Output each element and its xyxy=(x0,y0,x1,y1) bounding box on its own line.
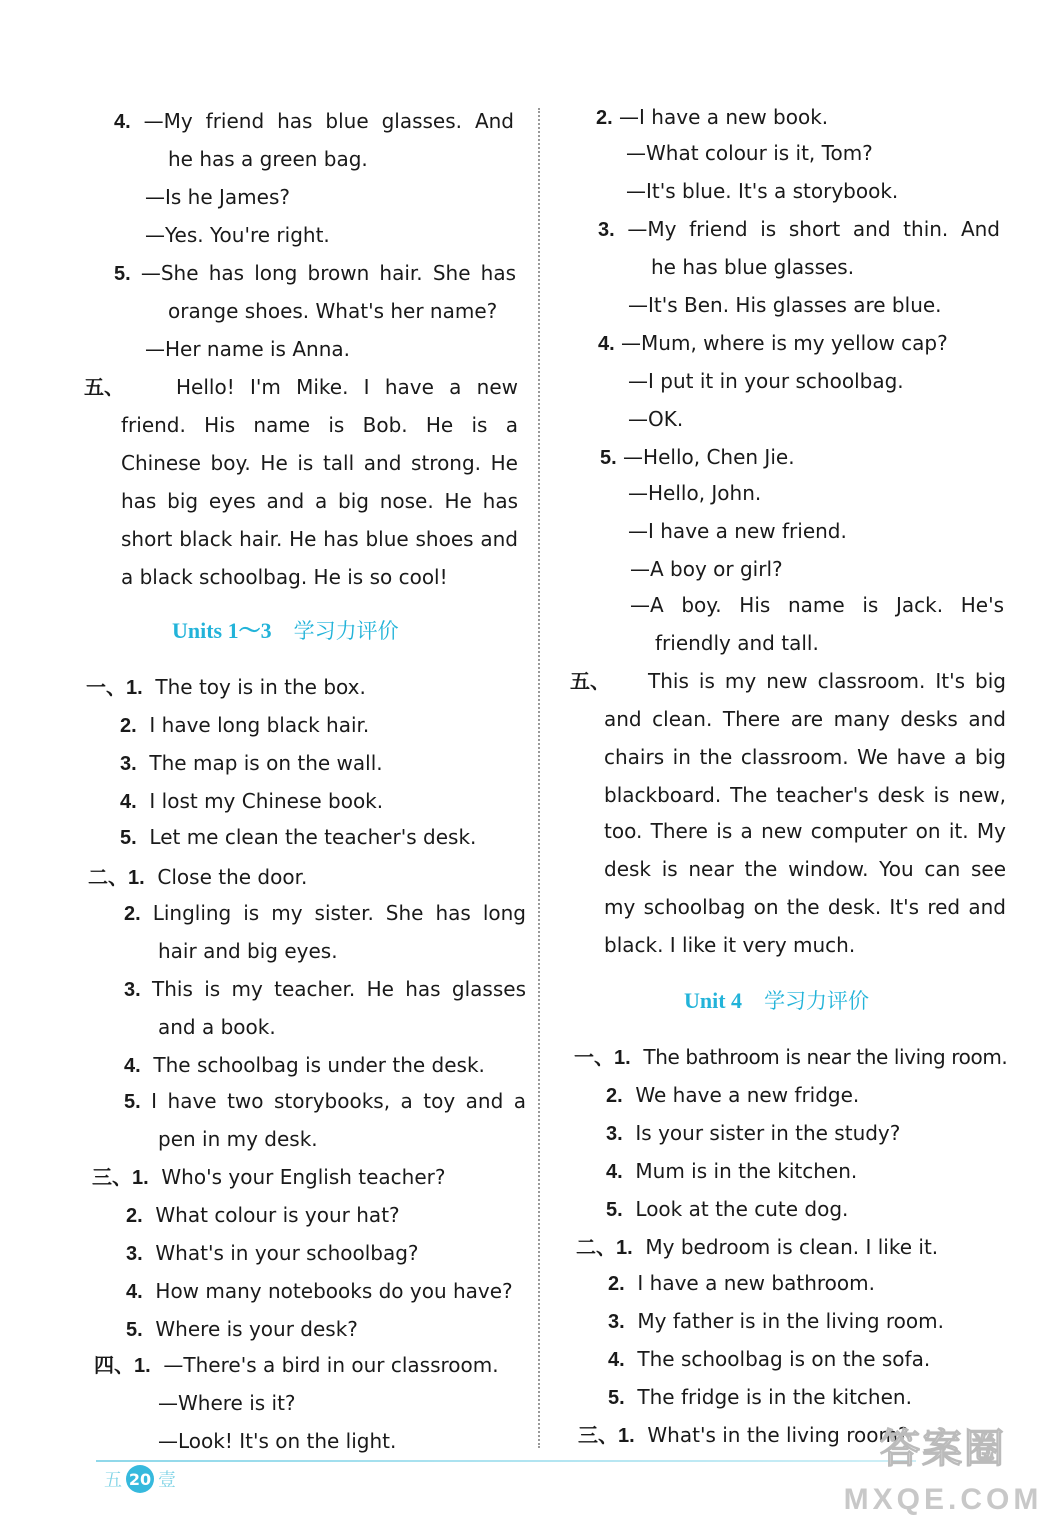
dialogue-line: —Is he James? xyxy=(145,185,290,209)
list-item: 2. I have a new bathroom. xyxy=(608,1271,875,1295)
dialogue-line: —OK. xyxy=(628,407,684,431)
dialogue-line: orange shoes. What's her name? xyxy=(168,299,498,323)
page-number: 20 xyxy=(126,1465,154,1493)
dialogue-line: 4. —My friend has blue glasses. And xyxy=(114,109,514,133)
list-item: 3. My father is in the living room. xyxy=(608,1309,944,1333)
list-item: 二、1. Close the door. xyxy=(88,865,308,889)
passage-line: a black schoolbag. He is so cool! xyxy=(121,565,448,589)
list-item: 5. I have two storybooks, a toy and a xyxy=(124,1089,527,1113)
passage-line: too. There is a new computer on it. My xyxy=(604,819,1006,843)
list-item: 5. Look at the cute dog. xyxy=(606,1197,849,1221)
watermark-logo: 答案圈 MXQE.COM xyxy=(843,1426,1043,1516)
dialogue-line: —A boy or girl? xyxy=(630,557,783,581)
column-divider xyxy=(538,108,540,1448)
section-marker: 五、 xyxy=(84,375,124,399)
passage-line: and clean. There are many desks and xyxy=(604,707,1006,731)
list-item: 一、1. The toy is in the box. xyxy=(86,675,366,699)
passage-line: short black hair. He has blue shoes and xyxy=(121,527,518,551)
dialogue-line: —It's Ben. His glasses are blue. xyxy=(628,293,942,317)
list-item: 2. We have a new fridge. xyxy=(606,1083,860,1107)
dialogue-line: —I put it in your schoolbag. xyxy=(628,369,904,393)
list-item: 二、1. My bedroom is clean. I like it. xyxy=(576,1235,939,1259)
dialogue-line: —Hello, John. xyxy=(628,481,762,505)
passage-line: Hello! I'm Mike. I have a new xyxy=(176,375,518,399)
passage-line: Chinese boy. He is tall and strong. He xyxy=(121,451,518,475)
dialogue-line: 4. —Mum, where is my yellow cap? xyxy=(598,331,948,355)
passage-line: blackboard. The teacher's desk is new, xyxy=(604,783,1006,807)
list-item: 三、1. Who's your English teacher? xyxy=(92,1165,446,1189)
list-item: 5. Let me clean the teacher's desk. xyxy=(120,825,477,849)
dialogue-line: 5. —Hello, Chen Jie. xyxy=(600,445,795,469)
footer-glyph-right: 壹 xyxy=(158,1470,176,1491)
list-item: 3. The map is on the wall. xyxy=(120,751,383,775)
list-item: 5. The fridge is in the kitchen. xyxy=(608,1385,912,1409)
section-heading: Unit 4 学习力评价 xyxy=(684,988,870,1013)
dialogue-line: 5. —She has long brown hair. She has xyxy=(114,261,517,285)
passage-line: desk is near the window. You can see xyxy=(604,857,1006,881)
passage-line: This is my new classroom. It's big xyxy=(648,669,1006,693)
list-item: 3. Is your sister in the study? xyxy=(606,1121,901,1145)
dialogue-line: —Look! It's on the light. xyxy=(158,1429,397,1453)
footer-glyph-left: 五 xyxy=(104,1470,122,1491)
list-item: 三、1. What's in the living room? xyxy=(578,1423,909,1447)
list-item: 四、1. —There's a bird in our classroom. xyxy=(94,1353,499,1377)
dialogue-line: —Her name is Anna. xyxy=(145,337,350,361)
dialogue-line: —It's blue. It's a storybook. xyxy=(626,179,899,203)
dialogue-line: —Yes. You're right. xyxy=(145,223,330,247)
list-item: 2. What colour is your hat? xyxy=(126,1203,400,1227)
list-item: 2. I have long black hair. xyxy=(120,713,370,737)
dialogue-line: 2. —I have a new book. xyxy=(596,105,829,129)
item-number: 5. xyxy=(114,263,131,285)
passage-line: has big eyes and a big nose. He has xyxy=(121,489,518,513)
section-heading: Units 1～3 学习力评价 xyxy=(172,618,399,643)
list-item: 4. I lost my Chinese book. xyxy=(120,789,384,813)
list-item: 3. What's in your schoolbag? xyxy=(126,1241,419,1265)
passage-line: chairs in the classroom. We have a big xyxy=(604,745,1006,769)
dialogue-line: —A boy. His name is Jack. He's xyxy=(630,593,1004,617)
dialogue-line: 3. —My friend is short and thin. And xyxy=(598,217,1000,241)
list-item: 4. The schoolbag is on the sofa. xyxy=(608,1347,931,1371)
passage-line: friend. His name is Bob. He is a xyxy=(121,413,518,437)
list-item-continuation: pen in my desk. xyxy=(158,1127,318,1151)
item-number: 4. xyxy=(114,111,131,133)
list-item: 5. Where is your desk? xyxy=(126,1317,358,1341)
dialogue-line: —What colour is it, Tom? xyxy=(626,141,873,165)
list-item-continuation: hair and big eyes. xyxy=(158,939,338,963)
dialogue-line: friendly and tall. xyxy=(655,631,819,655)
list-item: 一、1. The bathroom is near the living room. xyxy=(574,1045,1008,1069)
footer-rule xyxy=(96,1460,916,1462)
list-item: 4. Mum is in the kitchen. xyxy=(606,1159,858,1183)
dialogue-line: he has blue glasses. xyxy=(651,255,855,279)
list-item: 3. This is my teacher. He has glasses xyxy=(124,977,527,1001)
page-number-badge xyxy=(104,1463,176,1495)
passage-line: my schoolbag on the desk. It's red and xyxy=(604,895,1006,919)
list-item: 4. How many notebooks do you have? xyxy=(126,1279,513,1303)
list-item: 2. Lingling is my sister. She has long xyxy=(124,901,526,925)
list-item: 4. The schoolbag is under the desk. xyxy=(124,1053,485,1077)
list-item-continuation: and a book. xyxy=(158,1015,276,1039)
dialogue-line: —Where is it? xyxy=(158,1391,296,1415)
dialogue-line: he has a green bag. xyxy=(168,147,368,171)
section-marker: 五、 xyxy=(570,669,610,693)
passage-line: black. I like it very much. xyxy=(604,933,856,957)
dialogue-line: —I have a new friend. xyxy=(628,519,847,543)
